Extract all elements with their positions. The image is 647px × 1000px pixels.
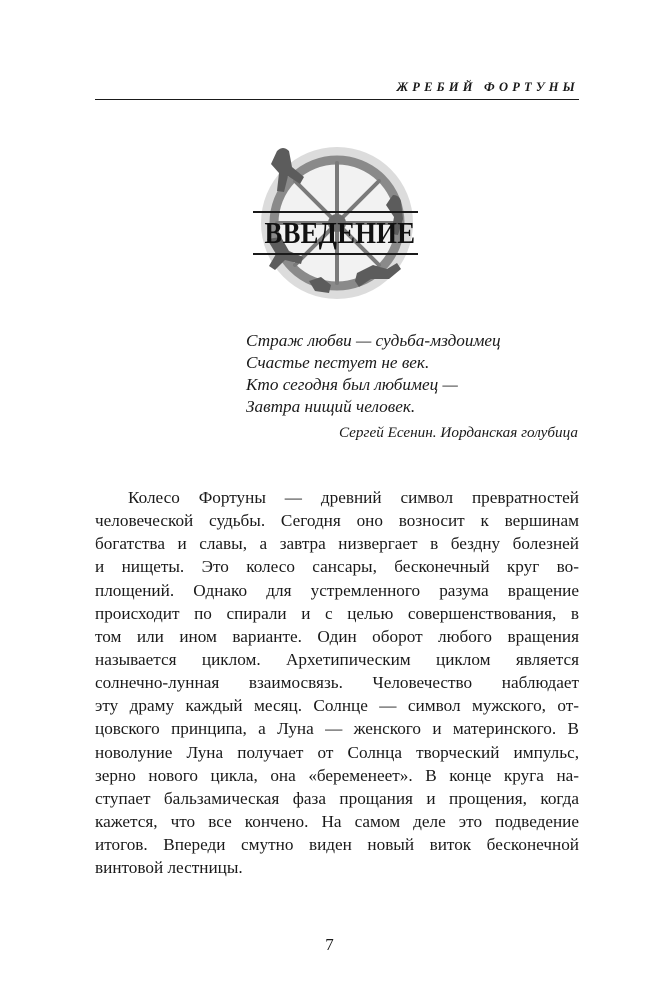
body-line: Колесо Фортуны — древний символ превратностей xyxy=(128,488,579,507)
epigraph-source: Сергей Есенин. Иорданская голубица xyxy=(338,424,578,441)
epigraph xyxy=(246,330,501,418)
chapter-title: ВВЕДЕНИЕ xyxy=(264,215,416,250)
body-line: ступает бальзамическая фаза прощания и прощения, когда xyxy=(95,788,579,808)
body-line: богатства и славы, а завтра низвергает в бездну болезней xyxy=(95,534,579,554)
body-line: кажется, что все кончено. На самом деле это подведение xyxy=(95,811,579,831)
body-line: и нищеты. Это колесо сансары, бесконечный круг во- xyxy=(95,557,579,577)
running-head: ЖРЕБИЙ ФОРТУНЫ xyxy=(396,80,579,94)
body-paragraph xyxy=(95,486,579,879)
body-line: том или ином варианте. Один оборот любого вращения xyxy=(95,626,579,646)
body-line: человеческой судьбы. Сегодня оно возносит к вершинам xyxy=(95,511,579,531)
body-line: происходит по спирали и с целью совершенствования, в xyxy=(95,603,579,623)
epigraph-line: Завтра нищий человек. xyxy=(246,397,416,416)
body-line: итогов. Впереди смутно виден новый виток бесконечной xyxy=(95,835,579,855)
epigraph-line: Страж любви — судьба-мздоимец xyxy=(246,331,501,350)
body-line: новолуние Луна получает от Солнца творческий импульс, xyxy=(95,742,579,762)
body-line: цовского принципа, а Луна — женского и материнского. В xyxy=(95,719,579,739)
header-rule xyxy=(95,99,579,100)
body-line: зерно нового цикла, она «беременеет». В конце круга на- xyxy=(95,765,579,785)
chapter-title-rule-bottom xyxy=(253,253,418,255)
body-line: винтовой лестницы. xyxy=(95,858,243,878)
body-line: эту драму каждый месяц. Солнце — символ мужского, от- xyxy=(95,696,579,716)
body-line: называется циклом. Архетипическим циклом является xyxy=(95,649,579,669)
body-line: площений. Однако для устремленного разума вращение xyxy=(95,580,579,600)
epigraph-line: Кто сегодня был любимец — xyxy=(246,375,458,394)
body-line: солнечно-лунная взаимосвязь. Человечество наблюдает xyxy=(95,673,579,693)
page-number: 7 xyxy=(325,935,334,954)
chapter-title-rule-top xyxy=(253,211,418,213)
epigraph-line: Счастье пестует не век. xyxy=(246,353,430,372)
